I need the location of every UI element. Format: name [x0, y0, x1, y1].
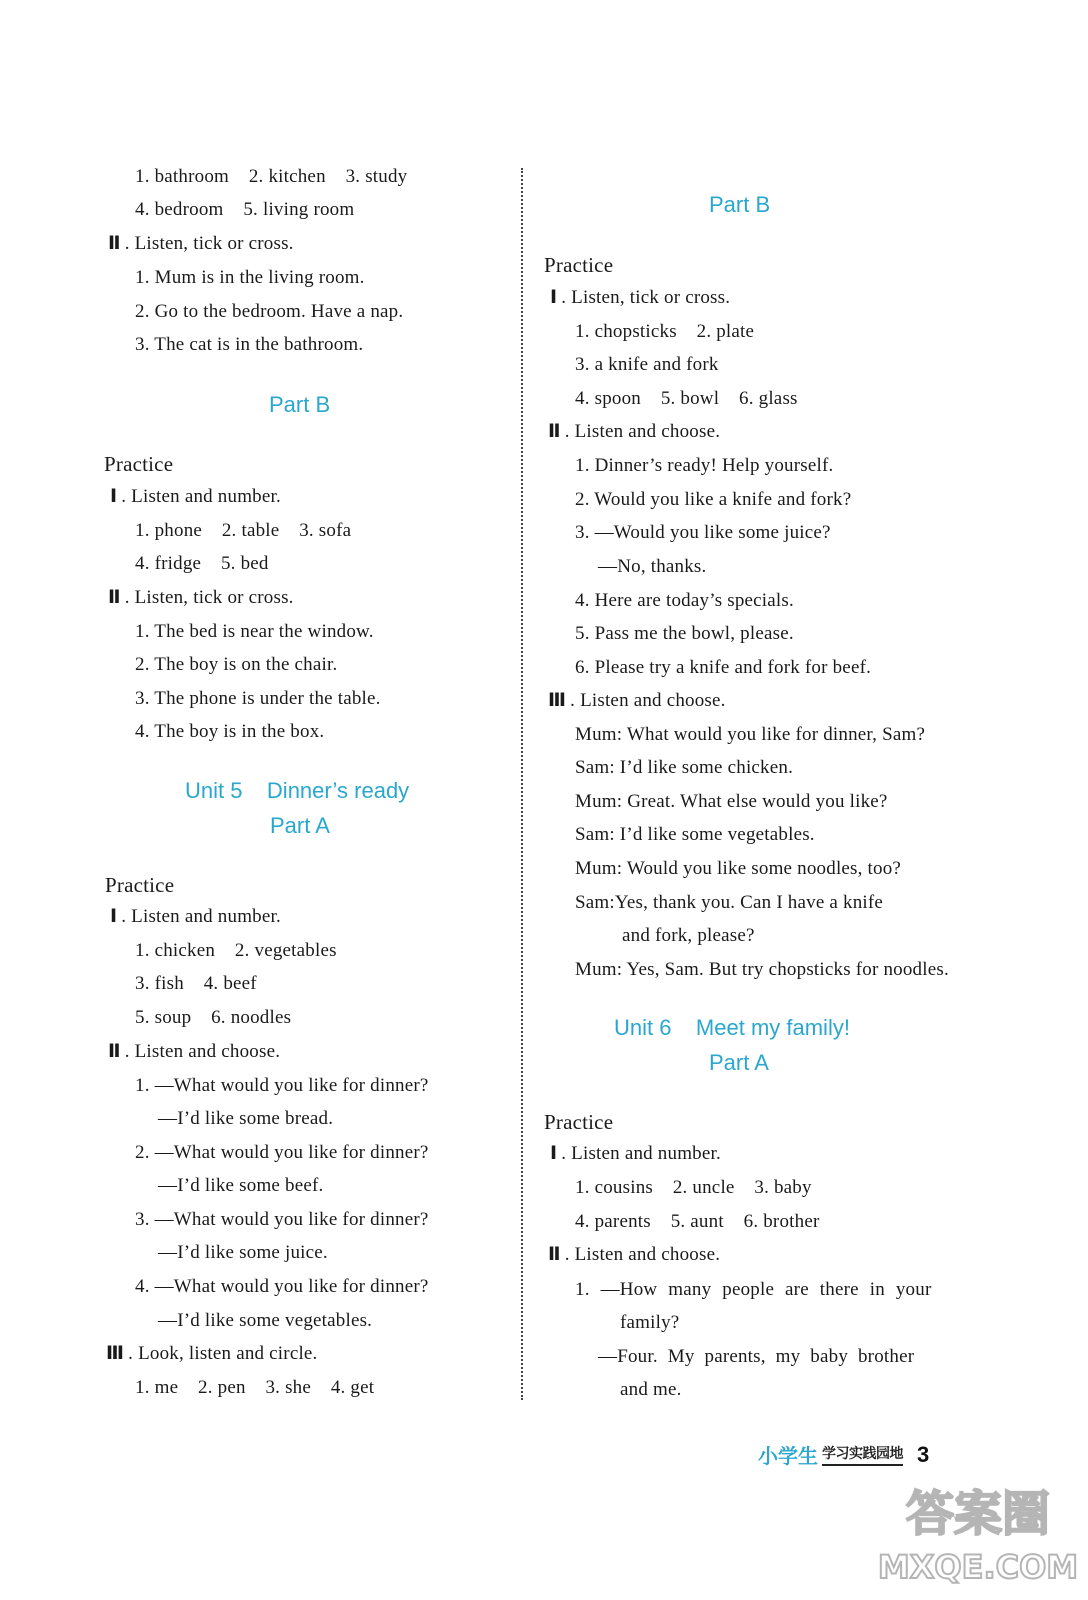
- dialogue-question: 4. —What would you like for dinner?: [135, 1276, 429, 1297]
- section-instruction: . Listen, tick or cross.: [561, 287, 731, 308]
- answer-item: 6. glass: [739, 388, 798, 409]
- dialogue-answer: —I’d like some juice.: [158, 1242, 328, 1263]
- conversation-line: and fork, please?: [622, 925, 755, 946]
- watermark-logo: [877, 1478, 1079, 1588]
- list-item: 3. The cat is in the bathroom.: [135, 334, 364, 355]
- answer-item: 1. bathroom: [135, 166, 230, 187]
- roman-numeral: Ⅰ: [550, 287, 558, 308]
- list-item: 5. Pass me the bowl, please.: [575, 623, 794, 644]
- section-instruction: . Listen and choose.: [570, 690, 726, 711]
- section-heading: [108, 1040, 280, 1064]
- answer-item: 2. uncle: [672, 1177, 735, 1198]
- list-item: —No, thanks.: [598, 556, 707, 577]
- conversation-line: Mum: Would you like some noodles, too?: [575, 858, 902, 879]
- list-item: 1. Dinner’s ready! Help yourself.: [575, 455, 834, 476]
- answer-item: 5. soup: [135, 1007, 192, 1028]
- page-footer: [758, 1440, 929, 1469]
- section-heading: [108, 232, 294, 256]
- section-instruction: . Listen and choose.: [564, 421, 721, 442]
- answer-item: 2. vegetables: [234, 940, 337, 961]
- part-heading: Part B: [269, 392, 331, 417]
- answer-item: 4. fridge: [135, 553, 202, 574]
- answer-item: 6. noodles: [211, 1007, 292, 1028]
- conversation-line: Mum: What would you like for dinner, Sam?: [575, 724, 926, 745]
- answer-item: 4. get: [330, 1377, 375, 1398]
- furniture-row-2: [135, 552, 269, 576]
- roman-numeral: Ⅲ: [548, 690, 567, 711]
- part-heading: Part A: [709, 1050, 769, 1075]
- answer-item: 3. a knife and fork: [575, 354, 719, 375]
- conversation-line: Sam:Yes, thank you. Can I have a knife: [575, 892, 884, 913]
- roman-numeral: Ⅰ: [110, 906, 118, 927]
- section-instruction: . Listen and choose.: [564, 1244, 721, 1265]
- list-item: 2. Go to the bedroom. Have a nap.: [135, 301, 404, 322]
- section-instruction: . Listen and number.: [121, 906, 281, 927]
- roman-numeral: Ⅱ: [108, 1041, 121, 1062]
- practice-label: Practice: [105, 873, 175, 897]
- roman-numeral: Ⅱ: [108, 233, 121, 254]
- watermark-top-text: 答案圈: [905, 1486, 1051, 1542]
- answer-item: 3. study: [345, 166, 408, 187]
- part-heading: Part A: [270, 813, 330, 838]
- roman-numeral: Ⅱ: [108, 587, 121, 608]
- section-instruction: . Look, listen and circle.: [128, 1343, 318, 1364]
- dialogue-line: —Four. My parents, my baby brother: [598, 1346, 915, 1367]
- dialogue-line: 1. —How many people are there in your: [575, 1279, 932, 1300]
- roman-numeral: Ⅰ: [110, 486, 118, 507]
- furniture-row-1: [135, 519, 351, 543]
- conversation-line: Sam: I’d like some chicken.: [575, 757, 794, 778]
- answer-item: 6. brother: [743, 1211, 820, 1232]
- dialogue-answer: —I’d like some vegetables.: [158, 1310, 373, 1331]
- dialogue-question: 1. —What would you like for dinner?: [135, 1075, 429, 1096]
- answer-item: 2. plate: [696, 321, 755, 342]
- answer-item: 1. cousins: [575, 1177, 653, 1198]
- section-heading: [110, 905, 281, 929]
- answer-item: 4. parents: [575, 1211, 651, 1232]
- brand-subtitle: 学习实践园地: [822, 1443, 903, 1466]
- list-item: 3. The phone is under the table.: [135, 688, 381, 709]
- answer-item: 3. she: [265, 1377, 312, 1398]
- answer-item: 1. me: [135, 1377, 179, 1398]
- food-row-2: [135, 972, 257, 996]
- list-item: 4. Here are today’s specials.: [575, 590, 794, 611]
- section-heading: [110, 485, 281, 509]
- tableware-row-1: [575, 320, 754, 344]
- circle-row: [135, 1376, 374, 1400]
- part-heading: Part B: [709, 192, 771, 217]
- list-item: 1. Mum is in the living room.: [135, 267, 365, 288]
- dialogue-answer: —I’d like some beef.: [158, 1175, 324, 1196]
- roman-numeral: Ⅲ: [106, 1343, 125, 1364]
- dialogue-answer: —I’d like some bread.: [158, 1108, 334, 1129]
- section-instruction: . Listen and number.: [121, 486, 281, 507]
- list-item: 3. —Would you like some juice?: [575, 522, 831, 543]
- unit-title: Unit 6 Meet my family!: [614, 1015, 850, 1040]
- food-row-3: [135, 1006, 291, 1030]
- answer-item: 1. phone: [135, 520, 203, 541]
- list-item: 4. The boy is in the box.: [135, 721, 325, 742]
- answer-item: 2. kitchen: [248, 166, 326, 187]
- answer-item: 4. beef: [203, 973, 257, 994]
- page-number: 3: [917, 1441, 930, 1467]
- answer-item: 4. spoon: [575, 388, 641, 409]
- practice-label: Practice: [544, 1110, 614, 1134]
- answer-item: 1. chopsticks: [575, 321, 677, 342]
- section-instruction: . Listen, tick or cross.: [124, 587, 294, 608]
- list-item: 2. The boy is on the chair.: [135, 654, 338, 675]
- section-instruction: . Listen and number.: [561, 1143, 721, 1164]
- food-row-1: [135, 939, 337, 963]
- section-instruction: . Listen, tick or cross.: [124, 233, 294, 254]
- brand-logo: 小学生: [758, 1446, 818, 1468]
- practice-label: Practice: [104, 452, 174, 476]
- conversation-line: Sam: I’d like some vegetables.: [575, 824, 815, 845]
- watermark-bottom-text: MXQE.COM: [877, 1548, 1079, 1586]
- section-heading: [106, 1342, 318, 1366]
- conversation-line: Mum: Great. What else would you like?: [575, 791, 888, 812]
- roman-numeral: Ⅱ: [548, 1244, 561, 1265]
- family-row-2: [575, 1210, 820, 1234]
- roman-numeral: Ⅱ: [548, 421, 561, 442]
- answer-item: 4. bedroom: [135, 199, 224, 220]
- family-row-1: [575, 1176, 812, 1200]
- column-divider: [521, 168, 523, 1400]
- section-heading: [548, 689, 726, 713]
- roman-numeral: Ⅰ: [550, 1143, 558, 1164]
- section-heading: [548, 420, 720, 444]
- dialogue-question: 2. —What would you like for dinner?: [135, 1142, 429, 1163]
- answer-item: 3. baby: [754, 1177, 812, 1198]
- rooms-row-1: [135, 165, 407, 189]
- answer-item: 3. fish: [135, 973, 184, 994]
- list-item: 6. Please try a knife and fork for beef.: [575, 657, 872, 678]
- answer-item: 2. table: [221, 520, 280, 541]
- practice-label: Practice: [544, 253, 614, 277]
- section-heading: [548, 1243, 720, 1267]
- answer-item: 5. bowl: [660, 388, 720, 409]
- unit-title: Unit 5 Dinner’s ready: [185, 778, 410, 803]
- list-item: 1. The bed is near the window.: [135, 621, 374, 642]
- answer-item: 1. chicken: [135, 940, 216, 961]
- section-heading: [108, 586, 294, 610]
- answer-item: 2. pen: [198, 1377, 246, 1398]
- answer-item: 5. bed: [220, 553, 269, 574]
- rooms-row-2: [135, 198, 354, 222]
- tableware-row-2: [575, 353, 719, 377]
- answer-item: 3. sofa: [299, 520, 352, 541]
- answer-item: 5. aunt: [670, 1211, 724, 1232]
- section-heading: [550, 1142, 721, 1166]
- section-heading: [550, 286, 730, 310]
- tableware-row-3: [575, 387, 798, 411]
- list-item: 2. Would you like a knife and fork?: [575, 489, 852, 510]
- conversation-line: Mum: Yes, Sam. But try chopsticks for noodles.: [575, 959, 949, 980]
- dialogue-line: and me.: [620, 1379, 682, 1400]
- dialogue-question: 3. —What would you like for dinner?: [135, 1209, 429, 1230]
- section-instruction: . Listen and choose.: [124, 1041, 281, 1062]
- answer-item: 5. living room: [243, 199, 355, 220]
- dialogue-line: family?: [620, 1312, 680, 1333]
